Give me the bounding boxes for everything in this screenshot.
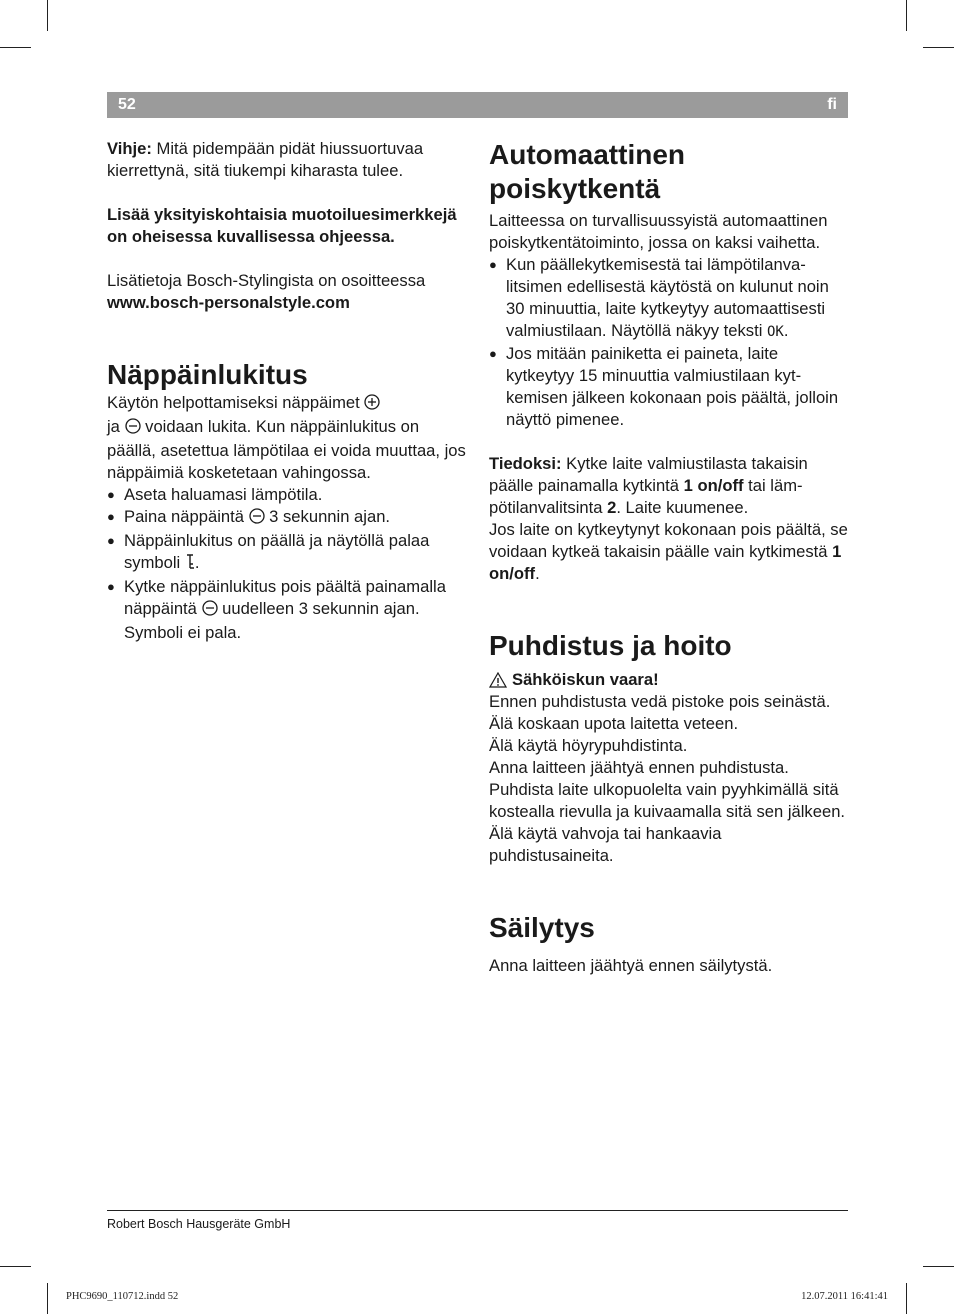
cleaning-text: Älä koskaan upota laitetta veteen. <box>489 714 739 733</box>
list-item-text: Paina näppäintä <box>124 507 249 526</box>
keylock-steps <box>107 484 467 644</box>
info-text: Jos laite on kytkeytynyt kokonaan pois päältä, se voidaan kytkeä takaisin päälle vain kytkimestä <box>489 520 848 561</box>
list-item-text: Aseta haluamasi lämpötila. <box>124 485 323 504</box>
crop-mark <box>47 1283 48 1314</box>
auto-off-list <box>489 254 849 431</box>
warning-title: Sähköiskun vaara! <box>512 670 659 689</box>
plus-circle-icon <box>364 394 380 416</box>
info-text: . <box>535 564 540 583</box>
keylock-heading: Näppäinlukitus <box>107 359 308 390</box>
list-item-text: uudelleen 3 sekunnin ajan. Symboli ei pala. <box>124 599 420 642</box>
right-column <box>489 138 849 977</box>
list-item <box>107 506 467 530</box>
info-label: Tiedoksi: <box>489 454 562 473</box>
cleaning-heading: Puhdistus ja hoito <box>489 630 732 661</box>
tip-label: Vihje: <box>107 139 152 158</box>
cleaning-text: Anna laitteen jäähtyä ennen puhdistusta. <box>489 758 789 777</box>
crop-mark <box>923 1266 954 1267</box>
selector-reference: 2 <box>607 498 617 517</box>
info-text: tai lämpötilanvalitsinta <box>489 476 803 517</box>
list-item-text: 3 sekunnin ajan. <box>264 507 391 526</box>
warning-line <box>489 669 849 691</box>
crop-mark <box>923 47 954 48</box>
bosch-info <box>107 270 467 314</box>
crop-mark <box>0 47 31 48</box>
crop-mark <box>906 0 907 31</box>
footer-divider <box>107 1210 848 1211</box>
storage-heading: Säilytys <box>489 912 595 943</box>
cleaning-text: Puhdista laite ulkopuolelta vain pyyhkimällä sitä kostealla rievulla ja kuivaamalla sitä sen jälkeen. Älä käytä vahvoja tai hankaavia puhdistusaineita. <box>489 780 846 865</box>
list-item-text: Jos mitään painiketta ei paineta, laite kytkeytyy 15 minuuttia valmiustilaan kytkemisen jälkeen kokonaan pois päältä, jolloin näyttö pimenee. <box>506 344 839 429</box>
keylock-intro-text: Käytön helpottamiseksi näppäimet <box>107 393 365 412</box>
warning-icon <box>489 670 512 689</box>
keylock-intro-text: ja <box>107 417 125 436</box>
keylock-intro <box>107 392 467 484</box>
key-lock-icon <box>185 553 195 576</box>
bosch-text: Lisätietoja Bosch-Stylingista on osoitteessa <box>107 271 426 290</box>
list-item-text: . <box>783 321 789 340</box>
switch-reference: 1 on/off <box>683 476 744 495</box>
list-item <box>489 254 849 343</box>
more-info-note <box>107 204 467 248</box>
cleaning-text: Älä käytä höyrypuhdistinta. <box>489 736 688 755</box>
crop-mark <box>0 1266 31 1267</box>
display-ok-text: OK <box>767 324 784 340</box>
list-item <box>107 576 467 644</box>
tip-text: Mitä pidempään pidät hiussuortuvaa kierrettynä, sitä tiukempi kiharasta tulee. <box>107 139 424 180</box>
auto-off-heading: Automaattinen poiskytkentä <box>489 139 685 204</box>
list-item-text: Kytke näppäinlukitus pois päältä painamalla näppäintä <box>124 577 446 618</box>
list-item <box>107 484 467 506</box>
info-text: . Laite kuumenee. <box>616 498 749 517</box>
switch-reference: 1 on/off <box>489 542 842 583</box>
crop-mark <box>47 0 48 31</box>
list-item <box>489 343 849 431</box>
cleaning-text: Ennen puhdistusta vedä pistoke pois seinästä. <box>489 692 831 711</box>
page-header-bar <box>107 92 848 118</box>
list-item <box>107 530 467 576</box>
info-text: Kytke laite valmiustilasta takaisin päälle painamalla kytkintä <box>489 454 808 495</box>
page-number: 52 <box>118 96 136 113</box>
footer-company: Robert Bosch Hausgeräte GmbH <box>107 1217 291 1231</box>
storage-text: Anna laitteen jäähtyä ennen säilytystä. <box>489 956 773 975</box>
minus-circle-icon <box>202 600 218 622</box>
minus-circle-icon <box>125 418 141 440</box>
tip-paragraph <box>107 138 467 182</box>
info-paragraph <box>489 453 849 585</box>
minus-circle-icon <box>249 508 265 530</box>
left-column <box>107 138 467 644</box>
print-slug-file: PHC9690_110712.indd 52 <box>66 1291 179 1302</box>
more-info-text: Lisää yksityiskohtaisia muotoiluesimerkkejä on oheisessa kuvallisessa ohjeessa. <box>107 205 457 246</box>
keylock-intro-text: voidaan lukita. Kun näppäinlukitus on päällä, asetettua lämpötilaa ei voida muuttaa, jos näppäimiä kosketetaan vahingossa. <box>107 417 466 482</box>
language-code: fi <box>827 96 837 113</box>
list-item-text: . <box>194 553 200 572</box>
auto-off-intro: Laitteessa on turvallisuussyistä automaattinen poiskytkentätoiminto, jossa on kaksi vaihetta. <box>489 211 828 252</box>
bosch-url: www.bosch-personalstyle.com <box>107 293 350 312</box>
list-item-text: Kun päällekytkemisestä tai lämpötilanvalitsimen edellisestä käytöstä on kulunut noin 30 minuuttia, laite kytkeytyy automaattisesti valmiustilaan. Näytöllä näkyy teksti <box>506 255 829 340</box>
list-item-text: Näppäinlukitus on päällä ja näytöllä palaa symboli <box>124 531 430 572</box>
print-slug-date: 12.07.2011 16:41:41 <box>801 1291 888 1302</box>
crop-mark <box>906 1283 907 1314</box>
